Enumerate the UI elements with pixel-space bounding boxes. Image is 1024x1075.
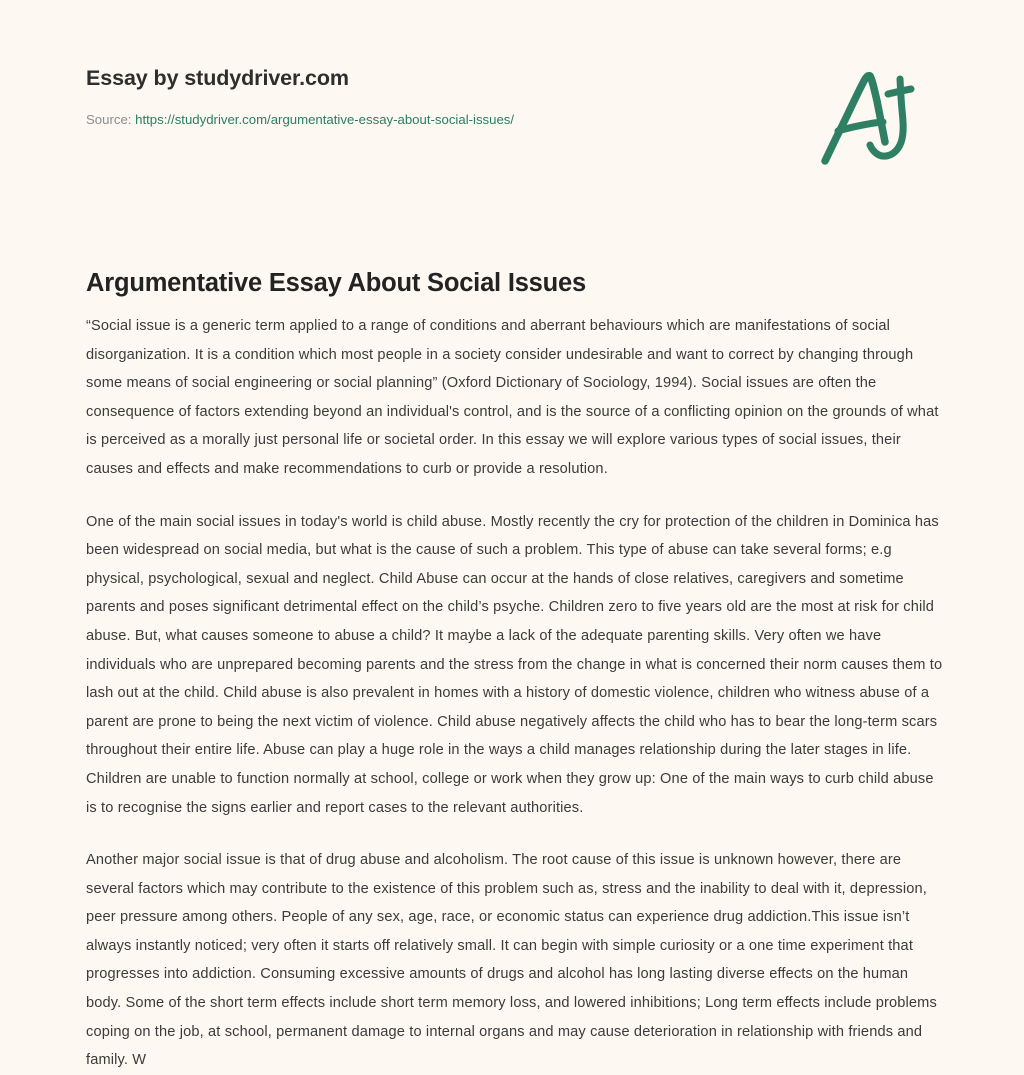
page-header [0, 0, 1024, 200]
essay-paragraph: One of the main social issues in today's world is child abuse. Mostly recently the cry for protection of the children in Dominica has been widespread on social media, but what is the cause of such a problem. This type of abuse can take several forms; e.g physical, psychological, sexual and neglect. Child Abuse can occur at the hands of close relatives, caregivers and sometime parents and poses significant detrimental effect on the child’s psyche. Children zero to five years old are the most at risk for child abuse. But, what causes someone to abuse a child? It maybe a lack of the adequate parenting skills. Very often we have individuals who are unprepared becoming parents and the stress from the change in what is concerned their norm causes them to lash out at the child. Child abuse is also prevalent in homes with a history of domestic violence, children who witness abuse of a parent are prone to being the next victim of violence. Child abuse negatively affects the child who has to bear the long-term scars throughout their entire life. Abuse can play a huge role in the ways a child manages relationship during the later stages in life. Children are unable to function normally at school, college or work when they grow up: One of the main ways to curb child abuse is to recognise the signs earlier and report cases to the relevant authorities. [86, 513, 943, 816]
essay-paragraph: Another major social issue is that of drug abuse and alcoholism. The root cause of this issue is unknown however, there are several factors which may contribute to the existence of this problem such as, stress and the inability to deal with it, depression, peer pressure among others. People of any sex, age, race, or economic status can experience drug addiction.This issue isn’t always instantly noticed; very often it starts off relatively small. It can begin with simple curiosity or a one time experiment that progresses into addiction. Consuming excessive amounts of drugs and alcohol has long lasting diverse effects on the human body. Some of the short term effects include short term memory loss, and lowered inhibitions; Long term effects include problems coping on the job, at school, permanent damage to internal organs and may cause deterioration in relationship with friends and family. W [86, 852, 937, 1069]
source-url-link[interactable]: https://studydriver.com/argumentative-essay-about-social-issues/ [135, 111, 515, 127]
essay-body [86, 312, 946, 1075]
essay-paragraph: “Social issue is a generic term applied to a range of conditions and aberrant behaviours which are manifestations of social disorganization. It is a condition which most people in a society consider undesirable and want to correct by changing through some means of social engineering or social planning” (Oxford Dictionary of Sociology, 1994). Social issues are often the consequence of factors extending beyond an individual's control, and is the source of a conflicting opinion on the grounds of what is perceived as a morally just personal life or societal order. In this essay we will explore various types of social issues, their causes and effects and make recommendations to curb or provide a resolution. [86, 318, 939, 477]
brand-line: Essay by studydriver.com [86, 66, 349, 90]
source-line [86, 111, 726, 128]
page-title: Argumentative Essay About Social Issues [86, 269, 587, 298]
a-plus-logo-icon [812, 62, 930, 174]
source-label: Source: [86, 111, 136, 127]
header-text-block [86, 66, 726, 128]
